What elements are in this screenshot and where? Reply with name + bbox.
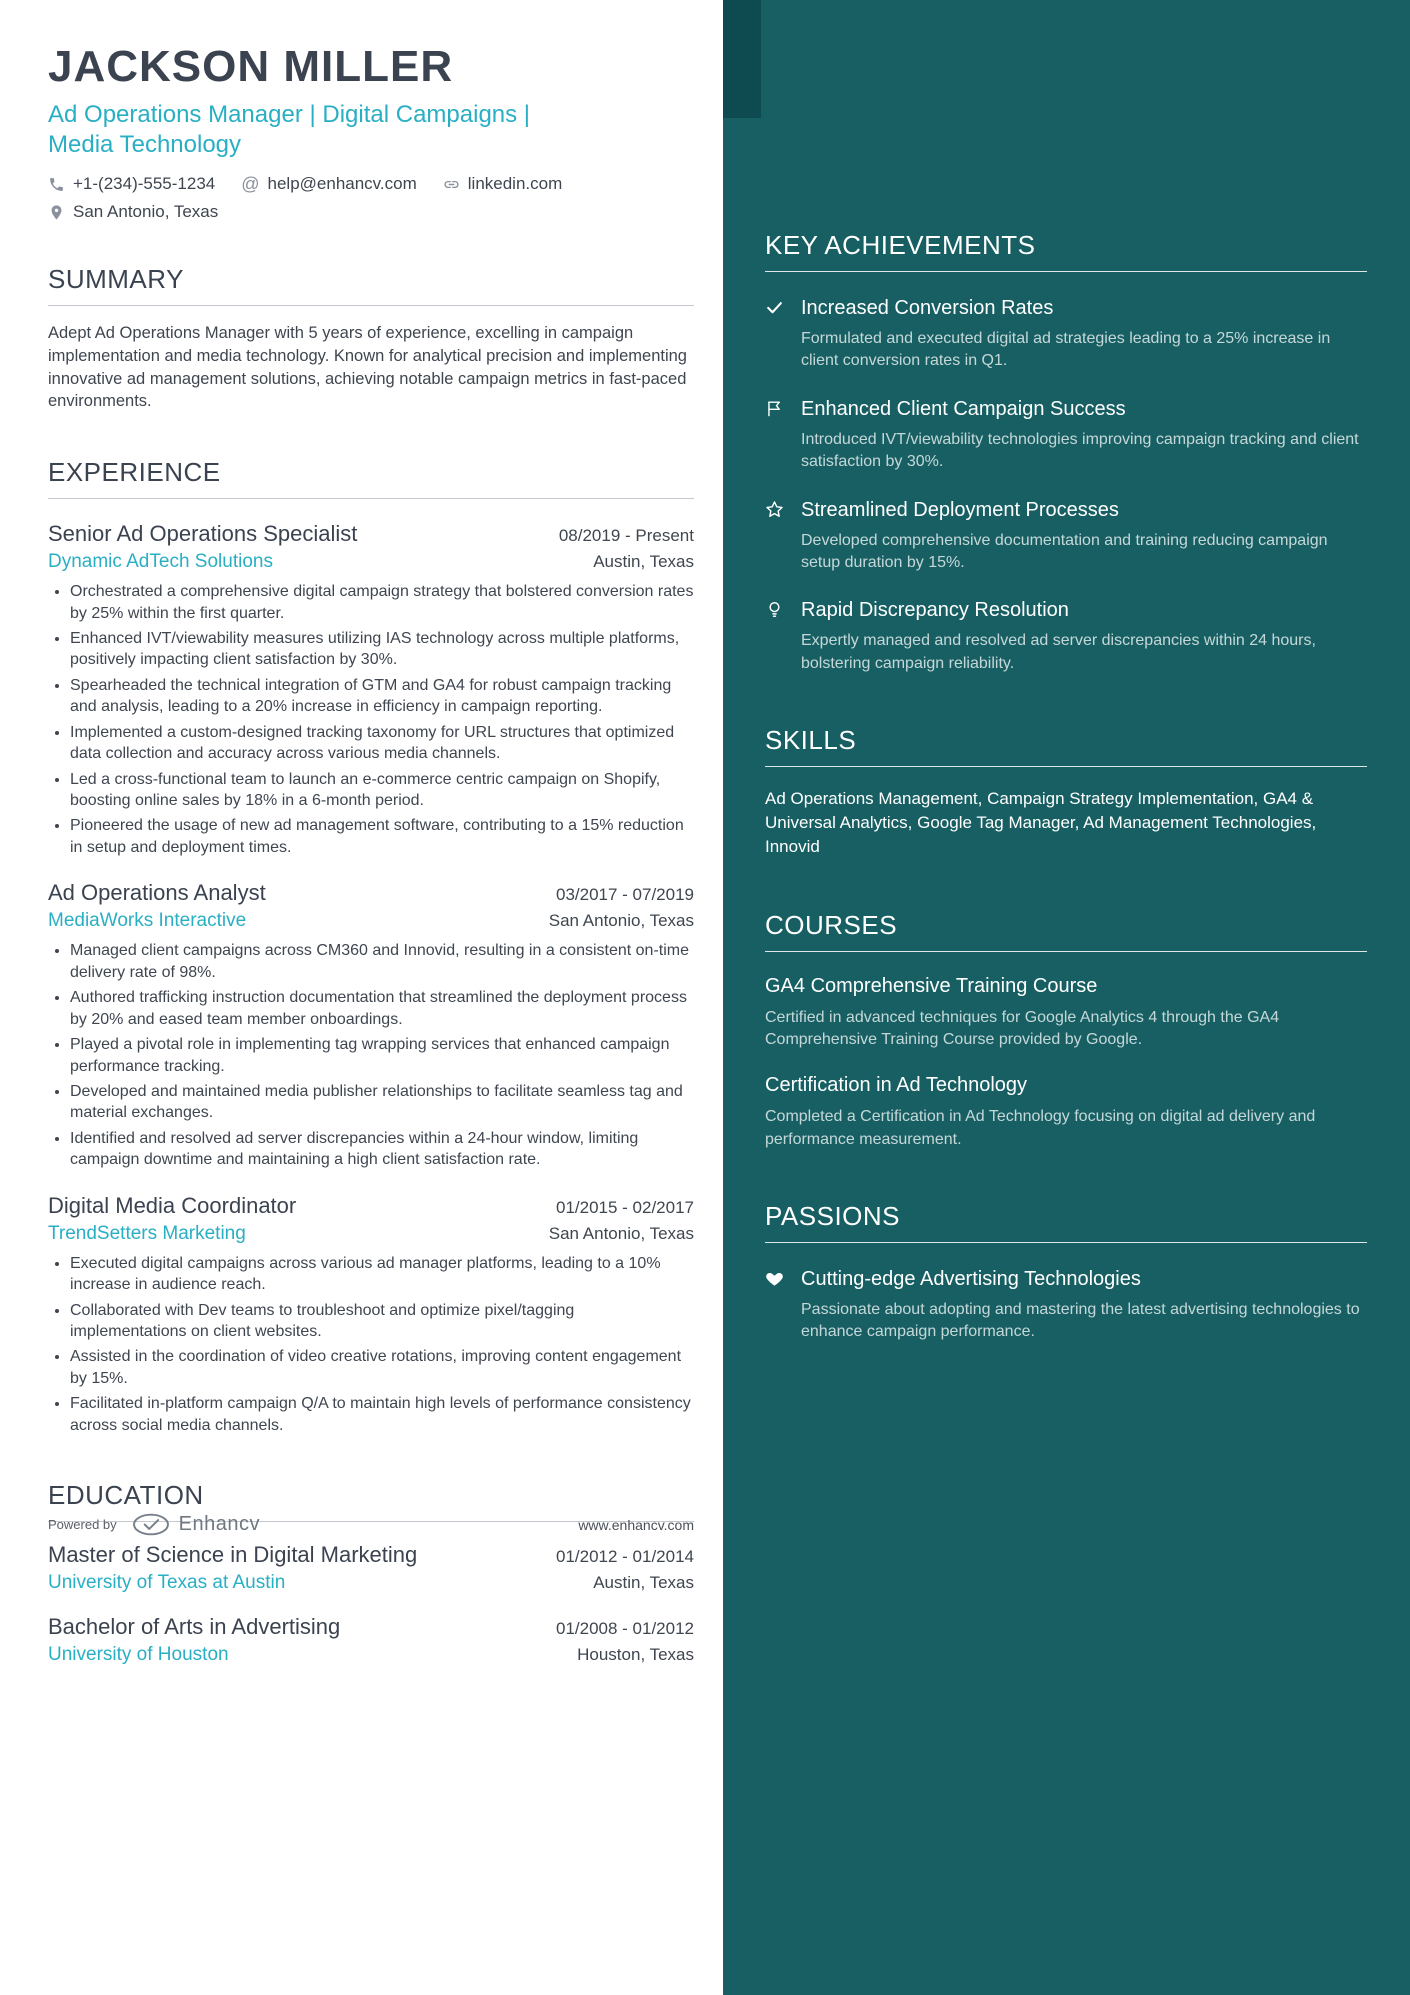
education-entry [48,1614,694,1666]
location-text: San Antonio, Texas [73,202,219,221]
education-heading: EDUCATION [48,1480,694,1522]
passion-body [801,1267,1367,1344]
key-achievements-heading: KEY ACHIEVEMENTS [765,230,1367,272]
email-contact[interactable] [241,174,417,194]
bullet: • Managed client campaigns across CM360 and Innovid, resulting in a consistent on-time delivery rate of 98%. [70,940,694,983]
job-title-row [48,880,694,906]
bullet: • Implemented a custom-designed tracking taxonomy for URL structures that optimized data collection and accuracy across various media channels. [70,722,694,765]
job-location: San Antonio, Texas [548,1223,694,1243]
job-title-row [48,521,694,547]
achievement-text: Introduced IVT/viewability technologies improving campaign tracking and client satisfaction by 30%. [801,430,1359,471]
school-row [48,1640,694,1666]
achievement-body [801,296,1367,373]
email-address: help@enhancv.com [267,174,417,193]
bullet: • Assisted in the coordination of video creative rotations, improving content engagement by 15%. [70,1346,694,1389]
person-name: JACKSON MILLER [48,42,454,91]
email-icon: @ [241,174,260,194]
job-company-row [48,906,694,932]
job-entry [48,880,694,1170]
achievement-item [765,397,1367,474]
bullet: • Executed digital campaigns across various ad manager platforms, leading to a 10% increase in audience reach. [70,1253,694,1296]
flag-icon [765,397,787,474]
degree-title: Bachelor of Arts in Advertising [48,1614,341,1640]
achievement-text: Formulated and executed digital ad strategies leading to a 25% increase in client conversion rates in Q1. [801,330,1331,370]
location-contact [48,202,218,222]
experience-heading: EXPERIENCE [48,457,694,499]
bullet: • Identified and resolved ad server discrepancies within a 24-hour window, limiting campaign downtime and maintaining a high client satisfaction rate. [70,1128,694,1171]
course-title: Certification in Ad Technology [765,1074,1028,1097]
bullet: • Enhanced IVT/viewability measures utilizing IAS technology across multiple platforms, positively impacting client satisfaction by 30%. [70,628,694,671]
contact-row-2 [48,202,694,222]
achievement-title: Enhanced Client Campaign Success [801,397,1126,420]
achievement-title: Increased Conversion Rates [801,297,1054,319]
job-title: Ad Operations Analyst [48,880,266,906]
job-company-row [48,547,694,573]
job-company: TrendSetters Marketing [48,1222,246,1244]
linkedin-contact[interactable] [443,174,563,194]
phone-icon [48,176,65,193]
achievement-body [801,598,1367,675]
achievement-item [765,498,1367,575]
course-item [765,974,1367,1052]
bullet: • Spearheaded the technical integration of GTM and GA4 for robust campaign tracking and analysis, leading to a 20% increase in efficiency in campaign reporting. [70,675,694,718]
linkedin-url: linkedin.com [467,174,563,193]
achievement-item [765,296,1367,373]
course-text: Completed a Certification in Ad Technology focusing on digital ad delivery and performance measurement. [765,1108,1316,1148]
enhancv-url[interactable]: www.enhancv.com [578,1516,694,1533]
degree-date: 01/2012 - 01/2014 [555,1547,694,1567]
contact-info [48,174,694,222]
achievement-text: Developed comprehensive documentation and training reducing campaign setup duration by 15%. [801,531,1328,571]
enhancv-logo-icon [131,1512,171,1537]
check-icon [765,296,787,373]
enhancv-wordmark: Enhancv [178,1513,260,1535]
skills-text: Ad Operations Management, Campaign Strategy Implementation, GA4 & Universal Analytics, Google Tag Manager, Ad Management Technologies, Innovid [765,789,1317,857]
achievement-title: Rapid Discrepancy Resolution [801,599,1069,622]
job-bullets [48,1253,694,1437]
headline: Ad Operations Manager | Digital Campaigns | Media Technology [48,101,531,158]
degree-date: 01/2008 - 01/2012 [555,1619,694,1639]
job-date: 03/2017 - 07/2019 [555,885,694,905]
job-company: Dynamic AdTech Solutions [48,551,273,573]
link-icon [443,176,460,193]
achievement-item [765,598,1367,675]
powered-by-label: Powered by [48,1517,117,1532]
footer [48,1512,694,1537]
job-entry [48,521,694,858]
heart-icon [765,1267,787,1344]
job-title: Senior Ad Operations Specialist [48,521,358,547]
course-text: Certified in advanced techniques for Google Analytics 4 through the GA4 Comprehensive Training Course provided by Google. [765,1008,1280,1048]
footer-branding[interactable] [48,1512,260,1537]
bullet: • Facilitated in-platform campaign Q/A to maintain high levels of performance consistency across social media channels. [70,1393,694,1436]
school-location: Houston, Texas [577,1645,694,1665]
location-icon [48,204,65,221]
course-item [765,1073,1367,1151]
bullet: • Orchestrated a comprehensive digital campaign strategy that bolstered conversion rates by 25% within the first quarter. [70,581,694,624]
school-row [48,1568,694,1594]
star-icon [765,498,787,575]
job-bullets [48,940,694,1170]
bullet: • Pioneered the usage of new ad management software, contributing to a 15% reduction in setup and deployment times. [70,815,694,858]
courses-heading: COURSES [765,910,1367,952]
phone-contact[interactable] [48,174,215,194]
bullet: • Played a pivotal role in implementing tag wrapping services that enhanced campaign performance tracking. [70,1034,694,1077]
job-location: San Antonio, Texas [548,911,694,931]
sidebar-column [723,0,1410,1995]
bullet: • Authored trafficking instruction documentation that streamlined the deployment process by 20% and eased team member onboardings. [70,987,694,1030]
degree-row [48,1614,694,1640]
bullet: • Collaborated with Dev teams to troubleshoot and optimize pixel/tagging implementations on client websites. [70,1300,694,1343]
job-company-row [48,1219,694,1245]
job-title: Digital Media Coordinator [48,1192,297,1218]
passion-item [765,1267,1367,1344]
contact-row-1 [48,174,694,194]
course-title: GA4 Comprehensive Training Course [765,974,1098,997]
summary-heading: SUMMARY [48,264,694,306]
passion-title: Cutting-edge Advertising Technologies [801,1268,1141,1291]
lightbulb-icon [765,598,787,675]
achievement-title: Streamlined Deployment Processes [801,498,1119,521]
phone-number: +1-(234)-555-1234 [73,174,216,193]
job-date: 01/2015 - 02/2017 [555,1197,694,1217]
job-title-row [48,1193,694,1219]
job-location: Austin, Texas [593,552,694,572]
school-name: University of Texas at Austin [48,1572,286,1594]
school-name: University of Houston [48,1644,229,1666]
achievement-body [801,498,1367,575]
achievement-body [801,397,1367,474]
skills-heading: SKILLS [765,725,1367,767]
bullet: • Led a cross-functional team to launch an e-commerce centric campaign on Shopify, boosting online sales by 18% in a 6-month period. [70,769,694,812]
school-location: Austin, Texas [593,1573,694,1593]
achievement-text: Expertly managed and resolved ad server discrepancies within 24 hours, bolstering campaign reliability. [801,632,1316,672]
passions-heading: PASSIONS [765,1201,1367,1243]
bullet: • Developed and maintained media publisher relationships to facilitate seamless tag and material exchanges. [70,1081,694,1124]
job-bullets [48,581,694,858]
job-date: 08/2019 - Present [558,526,694,546]
summary-text: Adept Ad Operations Manager with 5 years of experience, excelling in campaign implementation and media technology. Known for analytical precision and implementing innovative ad management solutions, achieving notable campaign metrics in fast-paced environments. [48,324,687,411]
job-entry [48,1193,694,1437]
job-company: MediaWorks Interactive [48,910,247,932]
sidebar-accent-bar [723,0,761,118]
enhancv-logo [131,1512,260,1537]
education-entry [48,1542,694,1594]
passion-text: Passionate about adopting and mastering the latest advertising technologies to enhance campaign performance. [801,1301,1360,1341]
degree-row [48,1542,694,1568]
degree-title: Master of Science in Digital Marketing [48,1542,418,1568]
